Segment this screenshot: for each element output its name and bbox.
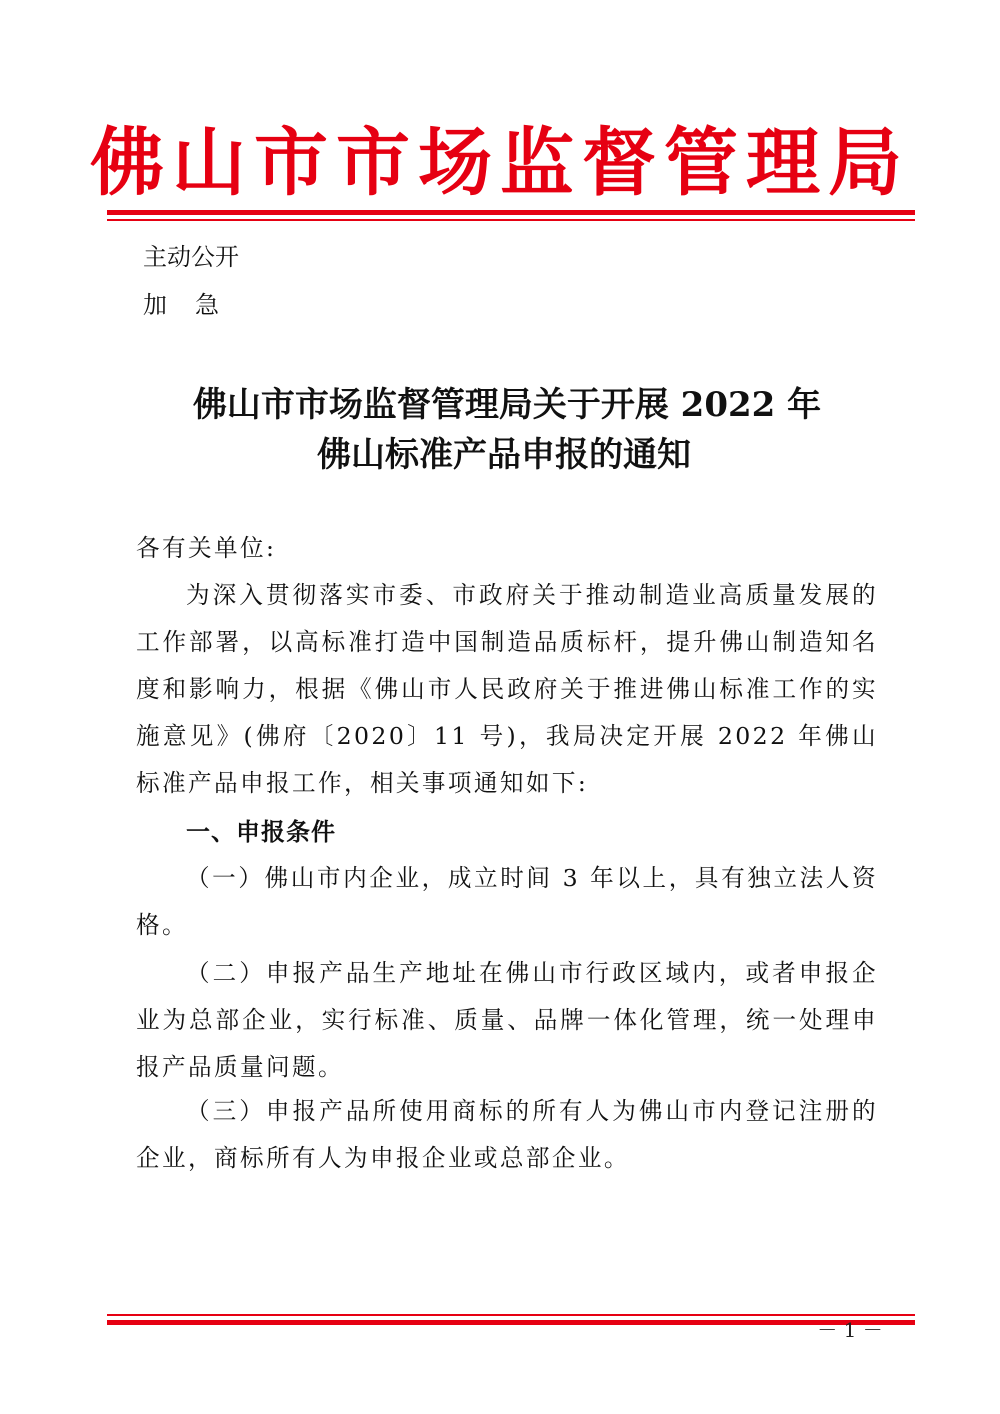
condition-item-3: （三）申报产品所使用商标的所有人为佛山市内登记注册的企业，商标所有人为申报企业或总部企业。 — [136, 1097, 878, 1172]
salutation: 各有关单位: — [136, 534, 277, 562]
header-red-rule-thick — [107, 210, 915, 215]
page-number: － 1 － — [817, 1318, 883, 1342]
footer-red-rule-thick — [107, 1320, 915, 1325]
section-heading-application-conditions: 一、申报条件 — [186, 818, 336, 846]
intro-paragraph: 为深入贯彻落实市委、市政府关于推动制造业高质量发展的工作部署，以高标准打造中国制造品质标杆，提升佛山制造知名度和影响力，根据《佛山市人民政府关于推进佛山标准工作的实施意见》(佛府〔2020〕11 号)，我局决定开展 2022 年佛山标准产品申报工作，相关事项通知如下: — [136, 581, 878, 797]
disclosure-label: 主动公开 — [143, 243, 239, 271]
document-title-line-2: 佛山标准产品申报的通知 — [317, 435, 691, 475]
urgency-label: 加急 — [143, 291, 247, 319]
footer-red-rule-thin — [107, 1314, 915, 1316]
condition-item-2: （二）申报产品生产地址在佛山市行政区域内，或者申报企业为总部企业，实行标准、质量、品牌一体化管理，统一处理申报产品质量问题。 — [136, 959, 878, 1081]
header-red-rule-thin — [107, 219, 915, 221]
condition-item-1: （一）佛山市内企业，成立时间 3 年以上，具有独立法人资格。 — [136, 864, 878, 939]
agency-masthead: 佛山市市场监督管理局 — [90, 120, 910, 206]
document-title-line-1: 佛山市市场监督管理局关于开展 2022 年 — [192, 385, 822, 425]
